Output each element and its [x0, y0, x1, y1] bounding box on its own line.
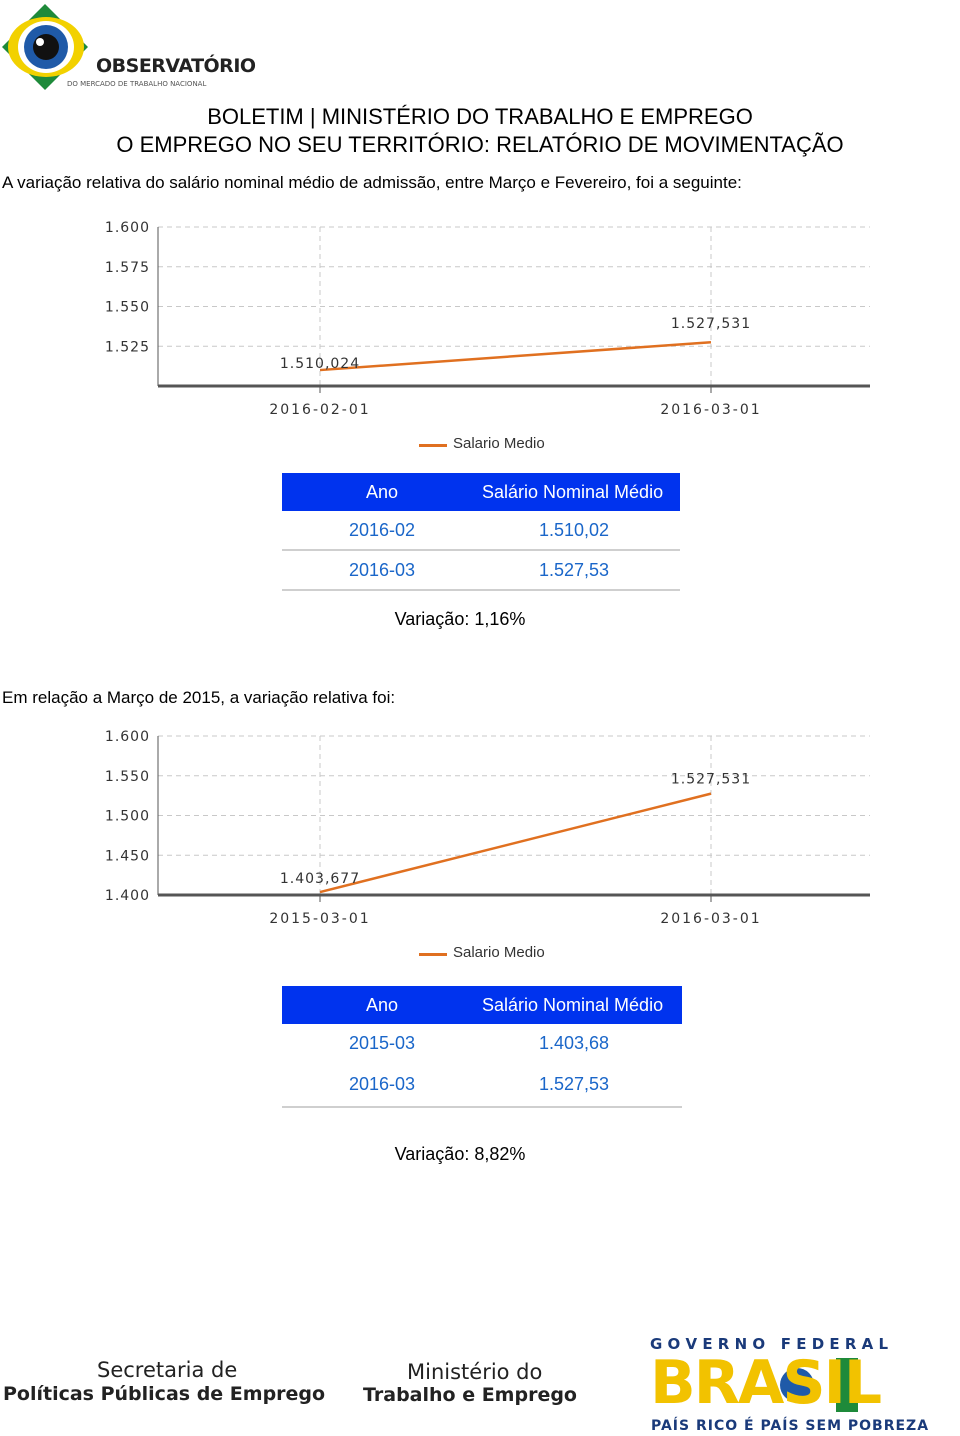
data-label: 1.527,531: [670, 316, 752, 333]
variation-1: Variação: 1,16%: [394, 609, 526, 629]
data-label: 1.510,024: [279, 356, 361, 373]
table-cell-valor: 1.510,02: [482, 511, 680, 550]
y-tick-label: 1.550: [104, 768, 150, 785]
data-label: 1.527,531: [670, 771, 752, 788]
salary-table-2: [282, 986, 682, 1108]
data-label: 1.403,677: [279, 871, 361, 888]
logo-subtitle: DO MERCADO DE TRABALHO NACIONAL: [67, 80, 207, 88]
footer-ministerio-line1: Ministério do: [407, 1360, 543, 1384]
table-row: [282, 511, 680, 550]
legend-label: Salario Medio: [453, 435, 545, 452]
y-tick-label: 1.500: [104, 808, 150, 825]
chart-2-svg: [0, 722, 960, 934]
y-tick-label: 1.600: [104, 729, 150, 745]
chart-1-svg: [0, 210, 960, 425]
y-tick-label: 1.450: [104, 848, 150, 865]
chart-1: [0, 210, 960, 425]
y-tick-label: 1.550: [104, 299, 150, 316]
footer-slogan: PAÍS RICO É PAÍS SEM POBREZA: [651, 1418, 930, 1434]
variation-2: Variação: 8,82%: [394, 1144, 526, 1164]
section1-intro: A variação relativa do salário nominal médio de admissão, entre Março e Fevereiro, foi a seguinte:: [2, 173, 742, 192]
logo-title: OBSERVATÓRIO: [96, 55, 256, 77]
y-tick-label: 1.525: [104, 339, 150, 356]
table-header-salario: Salário Nominal Médio: [482, 473, 680, 511]
table-cell-ano: 2016-02: [282, 511, 482, 550]
x-tick-label: 2016-03-01: [660, 402, 762, 418]
y-tick-label: 1.575: [104, 259, 150, 276]
footer-brasil: BRASIL: [650, 1348, 881, 1418]
table-header-salario: Salário Nominal Médio: [482, 986, 682, 1024]
table-cell-ano: 2015-03: [348, 1032, 416, 1053]
table-row: [282, 1062, 682, 1107]
footer-secretaria-line2: Políticas Públicas de Emprego: [3, 1383, 326, 1405]
legend-label: Salario Medio: [453, 944, 545, 961]
footer-ministerio-line2: Trabalho e Emprego: [363, 1384, 577, 1406]
footer-governo-federal: G O V E R N O F E D E R A L: [650, 1335, 889, 1353]
chart-1-legend: [0, 433, 960, 457]
x-tick-label: 2015-03-01: [269, 911, 371, 927]
chart-2: [0, 722, 960, 934]
y-tick-label: 1.400: [104, 888, 150, 904]
table-header-ano: Ano: [282, 986, 482, 1024]
y-tick-label: 1.600: [104, 220, 150, 236]
series-line: [320, 794, 711, 892]
x-tick-label: 2016-02-01: [269, 402, 371, 418]
chart-2-legend: [0, 942, 960, 966]
table-cell-valor: 1.527,53: [482, 550, 680, 590]
table-row: [282, 550, 680, 590]
brasil-logo: [650, 1348, 958, 1418]
footer: [0, 1330, 960, 1436]
footer-secretaria-line1: Secretaria de: [97, 1358, 238, 1382]
table-row: [282, 1024, 682, 1062]
legend-swatch: [419, 444, 447, 447]
table-cell-valor: 1.527,53: [482, 1062, 682, 1107]
observatorio-logo: [0, 0, 256, 100]
table-cell-ano: 2016-03: [282, 1062, 482, 1107]
table-cell-ano: 2016-03: [282, 550, 482, 590]
table-cell-valor: 1.403,68: [539, 1032, 610, 1053]
table-header-ano: Ano: [282, 473, 482, 511]
table-header-row: [282, 473, 680, 511]
table-header-row: [282, 986, 682, 1024]
salary-table-1: [282, 473, 680, 591]
section2-intro: Em relação a Março de 2015, a variação relativa foi:: [2, 688, 396, 707]
x-tick-label: 2016-03-01: [660, 911, 762, 927]
page-title-line2: O EMPREGO NO SEU TERRITÓRIO: RELATÓRIO DE MOVIMENTAÇÃO: [116, 132, 844, 157]
page-title-line1: BOLETIM | MINISTÉRIO DO TRABALHO E EMPREGO: [207, 104, 753, 129]
legend-swatch: [419, 953, 447, 956]
